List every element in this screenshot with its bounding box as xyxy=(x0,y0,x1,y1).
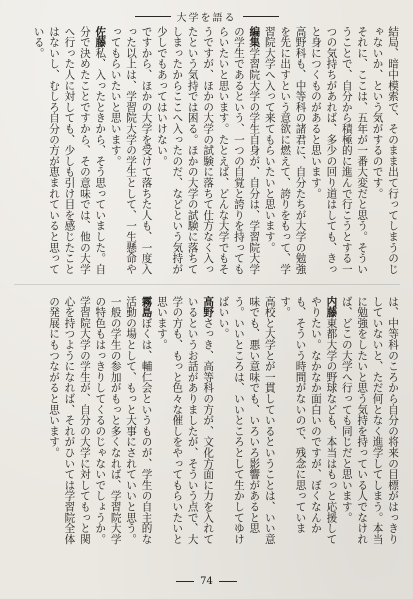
page-number: 74 xyxy=(200,575,213,587)
speaker-name: 内藤 xyxy=(325,296,338,318)
paragraph-text: 学習院大学の学生が、自分の大学に対してもっと関心を持つようになれば、それがひいては学習院全体の発展にもつながると思います。 xyxy=(48,296,91,545)
paragraph xyxy=(261,26,307,276)
paragraph-text: 高校と大学とが一貫しているということは、いい意味でも、悪い意味でも、いろいろ影響があると思う。いいところは、いいところとして生かしてゆけばいい。 xyxy=(217,296,276,545)
paragraph xyxy=(369,26,400,276)
header-rule-left xyxy=(135,16,171,17)
text-column-top xyxy=(14,26,400,276)
speaker-name: 霧島 xyxy=(140,296,153,318)
paragraph-text: それに、ここは、五年が一番大変だと思う。そういうことで、自分から積極的に進んで行こうとする一つの気持ちがあれば、多少の回り道はしても、きっと身につくものがあると思います。 xyxy=(309,26,369,275)
paragraph xyxy=(154,296,216,546)
paragraph xyxy=(308,26,370,276)
paragraph-text: 学習院大学の学生自身が、自分は、学習院大学の学生であるという、一つの自覚と誇りを持ってもらいたいと思います。たとえば、どんな大学でもそうですが、ほかの大学の試験に落ちて仕方なく入ったという気持では困る。ほかの大学の試験に落ちてしまったからここへ入ったのだ、などという気持が少しでもあってはいけない。 xyxy=(155,26,261,275)
paragraph-text: さっき、高等科の方が、文化方面に力を入れているというお話がありましたが、そういう点で、大学の方も、もっと色々な催しをやってもらいたいと思います。 xyxy=(155,296,215,545)
paragraph xyxy=(92,296,154,546)
paragraph xyxy=(338,296,400,546)
paragraph-text: ですから、ほかの大学を受けて落ちた人も、一度入った以上は、学習院大学の学生として、一生懸命やってもらいたいと思います。 xyxy=(109,26,153,275)
paragraph xyxy=(277,296,339,546)
paragraph-text: 私、入ったときから、そう思っていました。自分で決めたことですから、その意味では、他の大学へ行った人に対しても、少しも引け目を感じたことはないし、むしろ自分の方が恵まれていると思っている。 xyxy=(32,26,107,275)
text-column-bottom xyxy=(14,296,400,546)
speaker-name: 編集 xyxy=(248,26,261,48)
paragraph-text: 東都大学の野球なども、本当はもっと応援してやりたい。なかなか面白いのですが、ぼくなんかも、そういう時間がないので、残念に思っています。 xyxy=(279,296,338,545)
paragraph xyxy=(215,296,277,546)
paragraph-text: 高野科も、中等科の諸君に、自分たちが大学の勉強を先に出すという意欲に燃えて、誇りをもって、学習院大学へ入って来てもらいたいと思います。 xyxy=(263,26,307,275)
paragraph-text: 結局、暗中模索で、そのまま出て行ってしまうのじゃないか、という気がするのです。 xyxy=(371,26,399,275)
paragraph xyxy=(46,296,92,546)
footer-rule-left xyxy=(176,581,194,582)
paragraph-text: は、中等科のころから自分の将来の目標がはっきりしていないと、ただ何となく進学してしまう。本当に勉強をしたいと思う気持を持っている人でなければ、どこの大学へ行っても同じだと思います。 xyxy=(340,296,399,545)
header-rule-right xyxy=(243,16,279,17)
paragraph-text: ぼくは、輔仁会というものが、学生の自主的な活動の場として、もっと大事にされていいと思う。一般の学生の参加がもっと多くなれば、学習院大学の特色もはっきりしてくるのじゃないでしょうか。 xyxy=(94,296,153,545)
page-footer xyxy=(0,572,413,590)
footer-rule-right xyxy=(219,581,237,582)
column-divider xyxy=(14,284,400,285)
paragraph xyxy=(107,26,153,276)
paragraph xyxy=(30,26,107,276)
article-body xyxy=(14,26,400,568)
speaker-name: 佐藤 xyxy=(94,26,107,48)
running-header xyxy=(0,6,413,26)
paragraph xyxy=(154,26,262,276)
speaker-name: 高野 xyxy=(202,296,215,318)
header-title: 大学を語る xyxy=(176,12,237,24)
